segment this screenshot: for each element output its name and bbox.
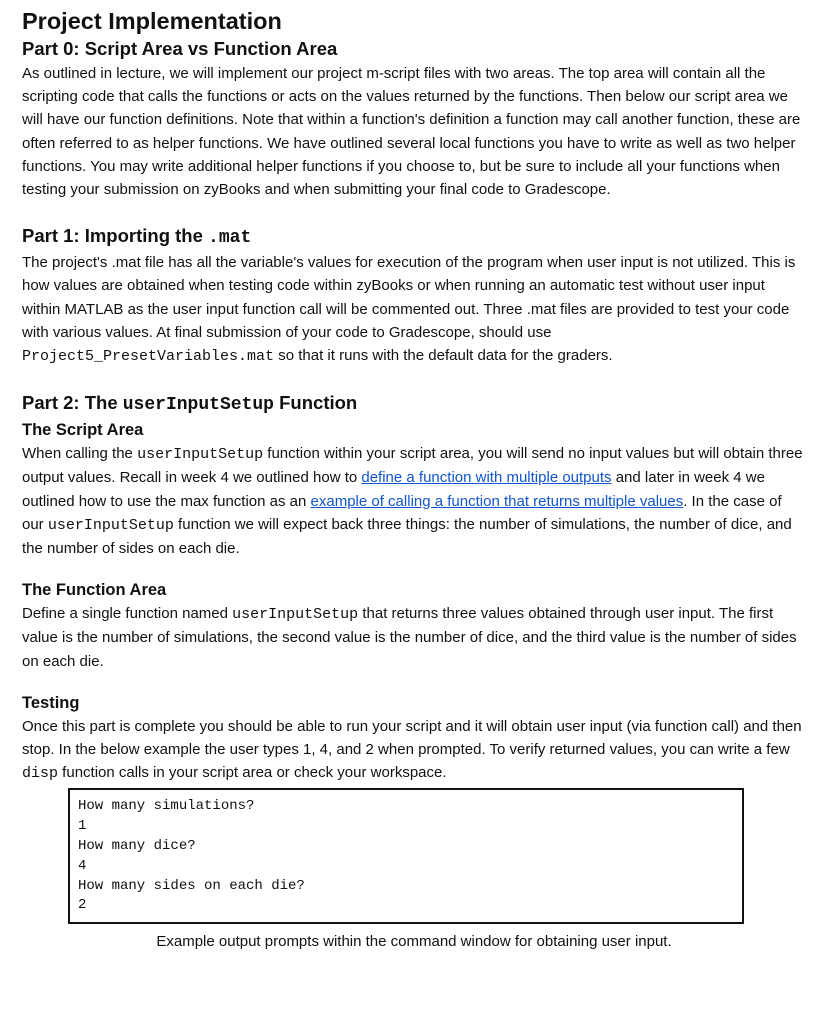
- console-line: 1: [78, 818, 87, 835]
- command-window-example: [68, 788, 744, 924]
- page-title: Project Implementation: [22, 8, 282, 34]
- testing-heading: Testing: [22, 693, 80, 712]
- code-inline: userInputSetup: [232, 606, 359, 624]
- function-area-heading: The Function Area: [22, 581, 167, 600]
- part2-heading: Part 2: The userInputSetup Function: [22, 392, 358, 416]
- code-inline: userInputSetup: [137, 446, 264, 464]
- code-inline: Project5_PresetVariables.mat: [22, 348, 275, 366]
- code-inline: disp: [22, 765, 59, 783]
- console-line: How many simulations?: [78, 798, 255, 815]
- part1-heading: Part 1: Importing the .mat: [22, 225, 252, 249]
- code-inline: userInputSetup: [122, 395, 274, 416]
- part1-body: The project's .mat file has all the variable's values for execution of the program when user input is not utilized. This is how values are obtained when testing code within zyBooks or when running an automatic test without user input within MATLAB as the user input function call will be commented out. Three .mat files are provided to test your code with various values. At final submission of your code to Gradescope, should use Project5_PresetVariables.mat so that it runs with the default data for the graders.: [22, 254, 796, 366]
- code-inline: userInputSetup: [47, 516, 174, 534]
- console-line: How many sides on each die?: [78, 877, 305, 894]
- script-area-heading: The Script Area: [22, 421, 144, 440]
- link-define-function-multiple-outputs[interactable]: define a function with multiple outputs: [361, 469, 612, 487]
- part0-body: As outlined in lecture, we will implement our project m-script files with two areas. The top area will contain all the scripting code that calls the functions or acts on the values returned by the functions. Then below our script area we will have our function definitions. Note that within a function's definition a function may call another function, these are often referred to as helper functions. We have outlined several local functions you have to write as well as two helper functions. You may write additional helper functions if you choose to, but be sure to include all your functions when testing your submission on zyBooks and when submitting your final code to Gradescope.: [22, 65, 801, 199]
- code-inline: .mat: [208, 228, 252, 249]
- script-area-body: When calling the userInputSetup function within your script area, you will send no input values but will obtain three output values. Recall in week 4 we outlined how to define a function with multiple outputs and later in week 4 we outlined how to use the max function as an example of calling a function that returns multiple values. In the case of our userInputSetup function we will expect back three things: the number of simulations, the number of dice, and the number of sides on each die.: [22, 445, 803, 558]
- function-area-body: Define a single function named userInputSetup that returns three values obtained through user input. The first value is the number of simulations, the second value is the number of dice, and the third value is the number of sides on each die.: [22, 605, 797, 670]
- console-line: How many dice?: [78, 838, 196, 855]
- part0-heading: Part 0: Script Area vs Function Area: [22, 38, 338, 59]
- figure-caption: Example output prompts within the command window for obtaining user input.: [156, 933, 672, 951]
- console-line: 4: [78, 857, 87, 874]
- link-example-calling-function-multiple-values[interactable]: example of calling a function that returns multiple values: [310, 492, 684, 510]
- console-line: 2: [78, 897, 87, 914]
- testing-body: Once this part is complete you should be able to run your script and it will obtain user input (via function call) and then stop. In the below example the user types 1, 4, and 2 when prompted. To verify returned values, you can write a few disp function calls in your script area or check your workspace.: [22, 717, 802, 783]
